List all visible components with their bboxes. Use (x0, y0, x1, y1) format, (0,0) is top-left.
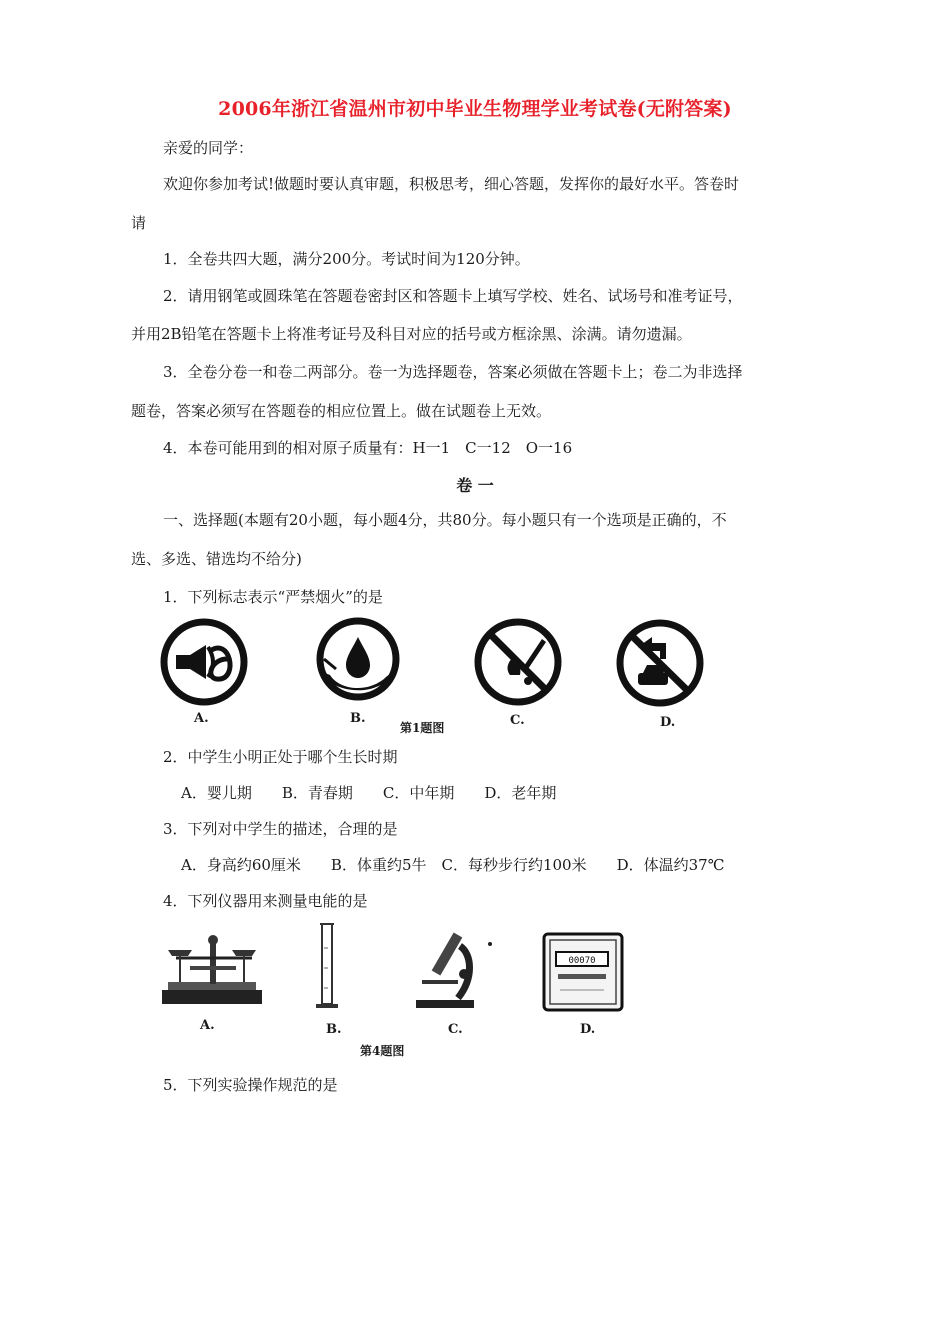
no-horn-sign-icon (164, 622, 244, 702)
note-3-line-1: 3．全卷分卷一和卷二两部分。卷一为选择题卷，答案必须做在答题卡上；卷二为非选择 (163, 363, 743, 381)
figure-4-label-c: C. (448, 1022, 463, 1037)
figure-1-label-b: B. (350, 711, 366, 726)
figure-1-caption: 第1题图 (400, 721, 445, 735)
electric-meter-icon (544, 934, 622, 1010)
note-2-line-1: 2．请用钢笔或圆珠笔在答题卷密封区和答题卡上填写学校、姓名、试场号和准考证号， (163, 287, 743, 305)
meter-reading: 00070 (568, 956, 596, 966)
figure-4-label-b: B. (326, 1022, 342, 1037)
question-5: 5．下列实验操作规范的是 (163, 1076, 338, 1094)
no-left-turn-sign-icon (620, 623, 700, 703)
figure-1 (160, 617, 720, 737)
note-2-line-2: 并用2B铅笔在答题卡上将准考证号及科目对应的括号或方框涂黑、涂满。请勿遗漏。 (131, 325, 692, 343)
question-2: 2．中学生小明正处于哪个生长时期 (163, 748, 398, 766)
figure-1-label-d: D. (660, 715, 676, 730)
figure-4-caption: 第4题图 (360, 1044, 405, 1058)
figure-1-label-a: A. (194, 711, 209, 726)
figure-4-label-a: A. (200, 1018, 215, 1033)
question-3-options: A．身高约60厘米 B．体重约5牛 C．每秒步行约100米 D．体温约37℃ (181, 856, 725, 874)
question-2-options: A．婴儿期 B．青春期 C．中年期 D．老年期 (181, 784, 557, 802)
section-heading: 卷 一 (456, 476, 494, 495)
no-fireworks-sign-icon (478, 622, 558, 702)
intro-line-1: 欢迎你参加考试!做题时要认真审题，积极思考，细心答题，发挥你的最好水平。答卷时 (163, 175, 740, 193)
note-3-line-2: 题卷，答案必须写在答题卷的相应位置上。做在试题卷上无效。 (131, 402, 552, 420)
page-title: 2006年浙江省温州市初中毕业生物理学业考试卷(无附答案) (218, 98, 732, 120)
greeting: 亲爱的同学： (163, 139, 254, 157)
microscope-icon (416, 932, 492, 1008)
graduated-cylinder-icon (316, 924, 338, 1008)
question-3: 3．下列对中学生的描述，合理的是 (163, 820, 398, 838)
note-1: 1．全卷共四大题，满分200分。考试时间为120分钟。 (163, 250, 530, 268)
figure-1-label-c: C. (510, 713, 525, 728)
question-4: 4．下列仪器用来测量电能的是 (163, 892, 368, 910)
water-saving-sign-icon (320, 621, 396, 697)
question-1: 1．下列标志表示“严禁烟火”的是 (163, 588, 383, 606)
note-4: 4．本卷可能用到的相对原子质量有：H一1 C一12 O一16 (163, 439, 573, 457)
figure-4-label-d: D. (580, 1022, 596, 1037)
part1-instructions-line-2: 选、多选、错选均不给分) (131, 550, 302, 568)
part1-instructions-line-1: 一、选择题(本题有20小题，每小题4分，共80分。每小题只有一个选项是正确的，不 (163, 511, 727, 529)
intro-line-2: 请 (131, 214, 147, 232)
balance-scale-icon (162, 935, 262, 1004)
figure-4 (160, 918, 640, 1058)
